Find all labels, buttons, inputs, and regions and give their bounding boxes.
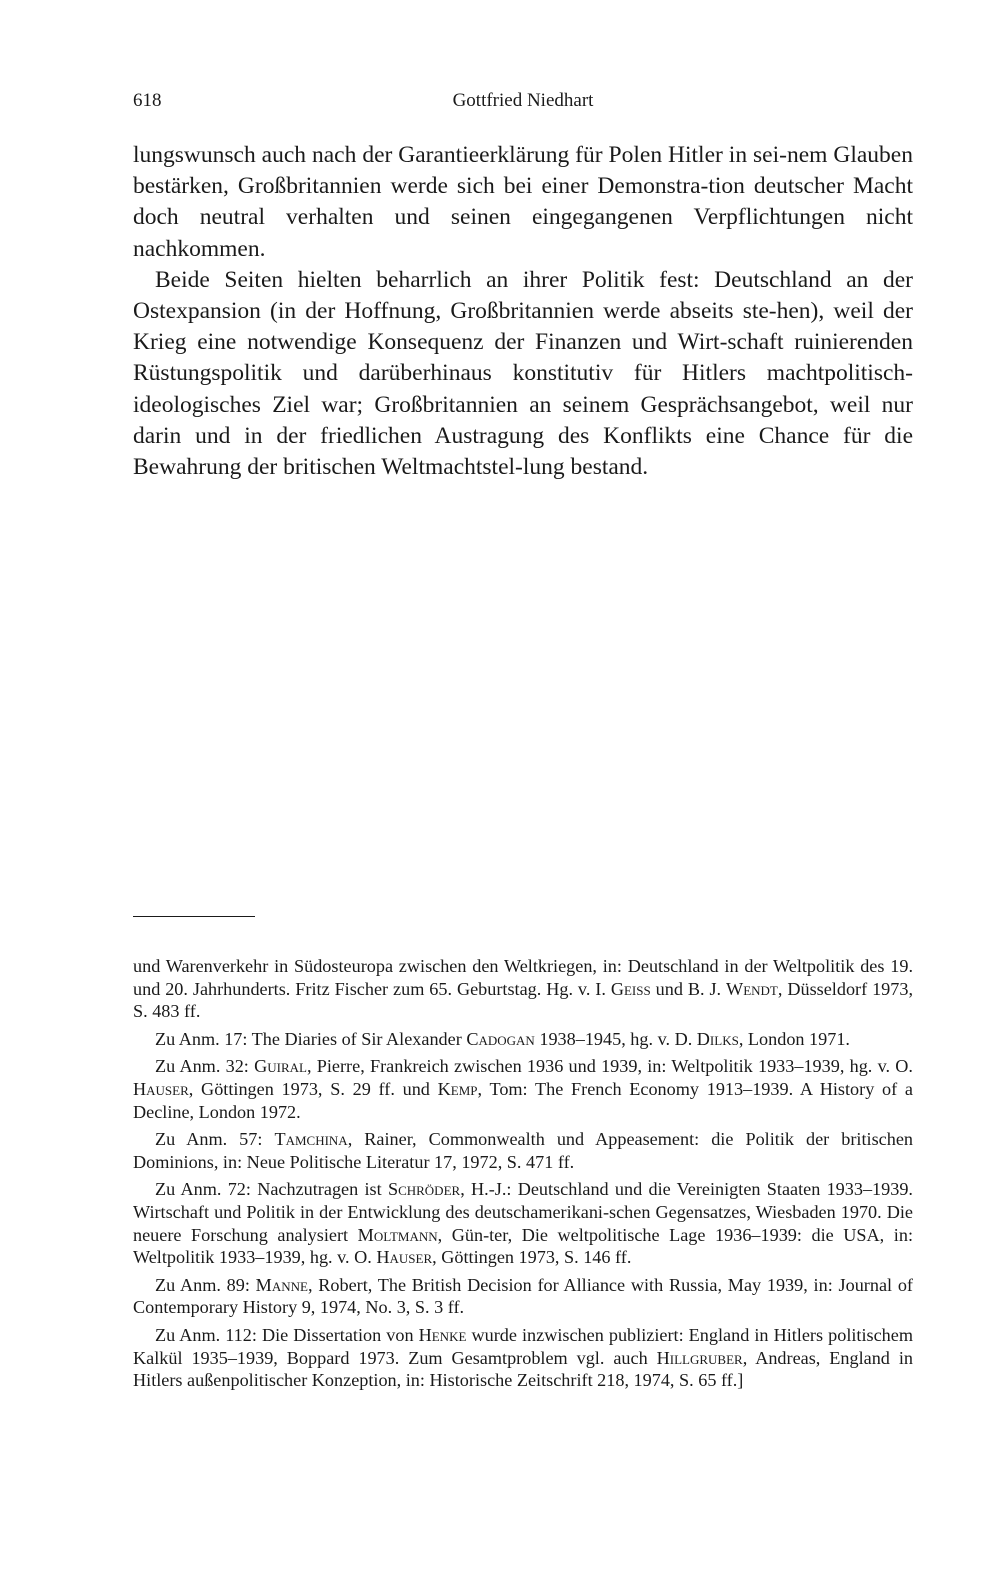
footnote-anm-32: Zu Anm. 32: Guiral, Pierre, Frankreich zwischen 1936 und 1939, in: Weltpolitik 1933–1939, hg. v. O. Hauser, Göttingen 1973, S. 29 ff. und Kemp, Tom: The French Economy 1913–1939. A History of a Decline, London 1972. <box>133 1056 914 1122</box>
footnote-anm-57: Zu Anm. 57: Tamchina, Rainer, Commonwealth und Appeasement: die Politik der britischen Dominions, in: Neue Politische Literatur 17, 1972, S. 471 ff. <box>133 1129 913 1172</box>
footnote-anm-89: Zu Anm. 89: Manne, Robert, The British Decision for Alliance with Russia, May 1939, in: Journal of Contemporary History 9, 1974, No. 3, S. 3 ff. <box>133 1274 913 1318</box>
body-paragraph: lungswunsch auch nach der Garantieerklärung für Polen Hitler in sei-nem Glauben bestärken, Großbritannien werde sich bei einer Demonstra-tion deutscher Macht doch neutral verhalten und seinen eingegangenen Verpflichtungen nicht nachkommen. <box>133 142 913 262</box>
page-number: 618 <box>133 90 162 111</box>
footnote-anm-112: Zu Anm. 112: Die Dissertation von Henke wurde inzwischen publiziert: England in Hitlers politischem Kalkül 1935–1939, Boppard 1973. Zum Gesamtproblem vgl. auch Hillgruber, Andreas, England in Hitlers außenpolitischer Konzeption, in: Historische Zeitschrift 218, 1974, S. 65 ff.] <box>133 1324 913 1391</box>
running-head-author: Gottfried Niedhart <box>452 90 594 111</box>
footnote-anm-17: Zu Anm. 17: The Diaries of Sir Alexander Cadogan 1938–1945, hg. v. D. Dilks, London 1971. <box>155 1028 850 1049</box>
body-paragraph: Beide Seiten hielten beharrlich an ihrer Politik fest: Deutschland an der Ostexpansion (in der Hoffnung, Großbritannien werde abseits ste-hen), weil der Krieg eine notwendige Konsequenz der Finanzen und Wirt-schaft ruinierenden Rüstungspolitik und darüberhinaus konstitutiv für Hitlers machtpolitisch-ideologisches Ziel war; Großbritannien an seinem Gesprächsangebot, weil nur darin und in der friedlichen Austragung des Konflikts eine Chance für die Bewahrung der britischen Weltmachtstel-lung bestand. <box>133 266 913 481</box>
footnote-anm-72: Zu Anm. 72: Nachzutragen ist Schröder, H.-J.: Deutschland und die Vereinigten Staaten 1933–1939. Wirtschaft und Politik in der Entwicklung des deutschamerikani-schen Gegensatzes, Wiesbaden 1970. Die neuere Forschung analysiert Moltmann, Gün-ter, Die weltpolitische Lage 1936–1939: die USA, in: Weltpolitik 1933–1939, hg. v. O. Hauser, Göttingen 1973, S. 146 ff. <box>133 1179 913 1268</box>
footnotes <box>133 955 913 1397</box>
running-head <box>133 90 913 116</box>
main-text <box>133 140 913 483</box>
footnote-separator <box>133 916 255 917</box>
footnote-continuation: und Warenverkehr in Südosteuropa zwischen den Weltkriegen, in: Deutschland in der Weltpolitik des 19. und 20. Jahrhunderts. Fritz Fischer zum 65. Geburtstag. Hg. v. I. Geiss und B. J. Wendt, Düsseldorf 1973, S. 483 ff. <box>133 956 913 1022</box>
